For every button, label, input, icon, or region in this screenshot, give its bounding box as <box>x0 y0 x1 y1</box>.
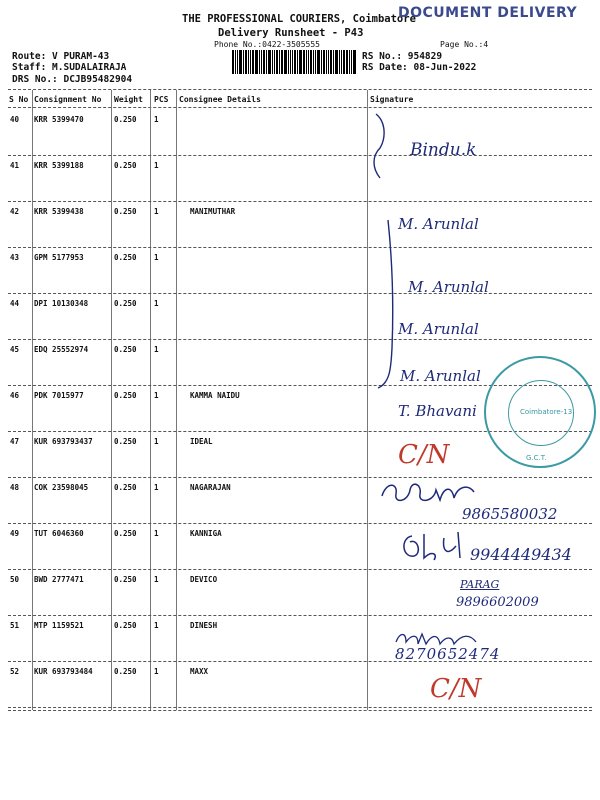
row-sno: 51 <box>10 621 20 630</box>
row-divider <box>8 707 592 708</box>
staff: Staff: M.SUDALAIRAJA <box>12 62 127 73</box>
row-divider <box>8 293 592 294</box>
row-divider <box>8 615 592 616</box>
row-weight: 0.250 <box>114 345 137 354</box>
row-divider <box>8 155 592 156</box>
row-weight: 0.250 <box>114 483 137 492</box>
signature-47: C/N <box>398 440 450 470</box>
phone-number: Phone No.:0422-3505555 <box>214 40 320 49</box>
signature-49-number: 9944449434 <box>470 545 572 564</box>
row-details: KANNIGA <box>190 529 222 538</box>
row-sno: 42 <box>10 207 20 216</box>
row-pcs: 1 <box>154 161 159 170</box>
row-consignment: EDQ 25552974 <box>34 345 89 354</box>
row-weight: 0.250 <box>114 667 137 676</box>
row-consignment: DPI 10130348 <box>34 299 89 308</box>
runsheet-title: Delivery Runsheet - P43 <box>218 27 364 39</box>
row-weight: 0.250 <box>114 437 137 446</box>
row-sno: 43 <box>10 253 20 262</box>
row-divider <box>8 569 592 570</box>
row-sno: 46 <box>10 391 20 400</box>
signature-40: Bindu.k <box>410 140 477 160</box>
rs-date: RS Date: 08-Jun-2022 <box>362 62 477 73</box>
row-details: NAGARAJAN <box>190 483 231 492</box>
signature-51-number: 8270652474 <box>395 645 501 663</box>
row-sno: 45 <box>10 345 20 354</box>
row-sno: 47 <box>10 437 20 446</box>
row-consignment: KRR 5399188 <box>34 161 84 170</box>
row-sno: 40 <box>10 115 20 124</box>
signature-49-scribble <box>398 528 468 564</box>
row-consignment: TUT 6046360 <box>34 529 84 538</box>
row-weight: 0.250 <box>114 299 137 308</box>
col-pcs: PCS <box>154 95 169 104</box>
signature-45: M. Arunlal <box>400 367 481 385</box>
col-consignment: Consignment No <box>34 95 102 104</box>
drs-number: DRS No.: DCJB95482904 <box>12 74 133 85</box>
row-consignment: KRR 5399438 <box>34 207 84 216</box>
signature-bracket <box>368 108 408 408</box>
row-pcs: 1 <box>154 299 159 308</box>
row-pcs: 1 <box>154 667 159 676</box>
row-sno: 48 <box>10 483 20 492</box>
row-weight: 0.250 <box>114 161 137 170</box>
signature-48-number: 9865580032 <box>462 505 558 523</box>
document-delivery-stamp: DOCUMENT DELIVERY <box>398 5 578 21</box>
signature-48-scribble <box>378 478 488 508</box>
row-consignment: KUR 693793484 <box>34 667 93 676</box>
row-consignment: GPM 5177953 <box>34 253 84 262</box>
row-details: DINESH <box>190 621 218 630</box>
row-pcs: 1 <box>154 483 159 492</box>
company-name: THE PROFESSIONAL COURIERS, Coimbatore <box>182 13 416 25</box>
signature-44: M. Arunlal <box>398 320 479 338</box>
row-pcs: 1 <box>154 575 159 584</box>
row-pcs: 1 <box>154 253 159 262</box>
row-sno: 41 <box>10 161 20 170</box>
row-sno: 50 <box>10 575 20 584</box>
row-consignment: BWD 2777471 <box>34 575 84 584</box>
row-weight: 0.250 <box>114 207 137 216</box>
row-weight: 0.250 <box>114 529 137 538</box>
row-pcs: 1 <box>154 437 159 446</box>
signature-42: M. Arunlal <box>398 215 479 233</box>
row-weight: 0.250 <box>114 621 137 630</box>
seal-text-1: Coimbatore-13 <box>520 408 573 416</box>
row-weight: 0.250 <box>114 115 137 124</box>
row-weight: 0.250 <box>114 391 137 400</box>
row-sno: 52 <box>10 667 20 676</box>
row-sno: 44 <box>10 299 20 308</box>
row-divider <box>8 477 592 478</box>
row-details: IDEAL <box>190 437 213 446</box>
row-consignment: KUR 693793437 <box>34 437 93 446</box>
row-details: DEVICO <box>190 575 218 584</box>
rs-number: RS No.: 954829 <box>362 51 443 62</box>
page-number: Page No.:4 <box>440 40 489 49</box>
signature-43: M. Arunlal <box>408 278 489 296</box>
row-divider <box>8 523 592 524</box>
row-pcs: 1 <box>154 621 159 630</box>
row-divider <box>8 339 592 340</box>
col-sno: S No <box>9 95 29 104</box>
row-pcs: 1 <box>154 345 159 354</box>
seal-text-2: G.C.T. <box>526 454 547 462</box>
row-pcs: 1 <box>154 529 159 538</box>
signature-50-number: 9896602009 <box>456 595 539 610</box>
row-pcs: 1 <box>154 391 159 400</box>
row-divider <box>8 247 592 248</box>
signature-52: C/N <box>430 674 482 704</box>
row-details: MANIMUTHAR <box>190 207 236 216</box>
row-details: KAMMA NAIDU <box>190 391 240 400</box>
barcode <box>232 50 357 74</box>
route: Route: V PURAM-43 <box>12 51 110 62</box>
row-consignment: COK 23598045 <box>34 483 89 492</box>
row-details: MAXX <box>190 667 209 676</box>
row-consignment: KRR 5399470 <box>34 115 84 124</box>
col-weight: Weight <box>114 95 143 104</box>
row-pcs: 1 <box>154 115 159 124</box>
row-weight: 0.250 <box>114 253 137 262</box>
row-divider <box>8 201 592 202</box>
row-sno: 49 <box>10 529 20 538</box>
company-seal <box>484 356 596 468</box>
row-consignment: MTP 1159521 <box>34 621 84 630</box>
row-weight: 0.250 <box>114 575 137 584</box>
signature-50-name: PARAG <box>460 578 500 591</box>
col-details: Consignee Details <box>179 95 261 104</box>
row-divider <box>8 661 592 662</box>
col-signature: Signature <box>370 95 414 104</box>
signature-46: T. Bhavani <box>398 402 477 420</box>
row-pcs: 1 <box>154 207 159 216</box>
row-consignment: PDK 7015977 <box>34 391 84 400</box>
